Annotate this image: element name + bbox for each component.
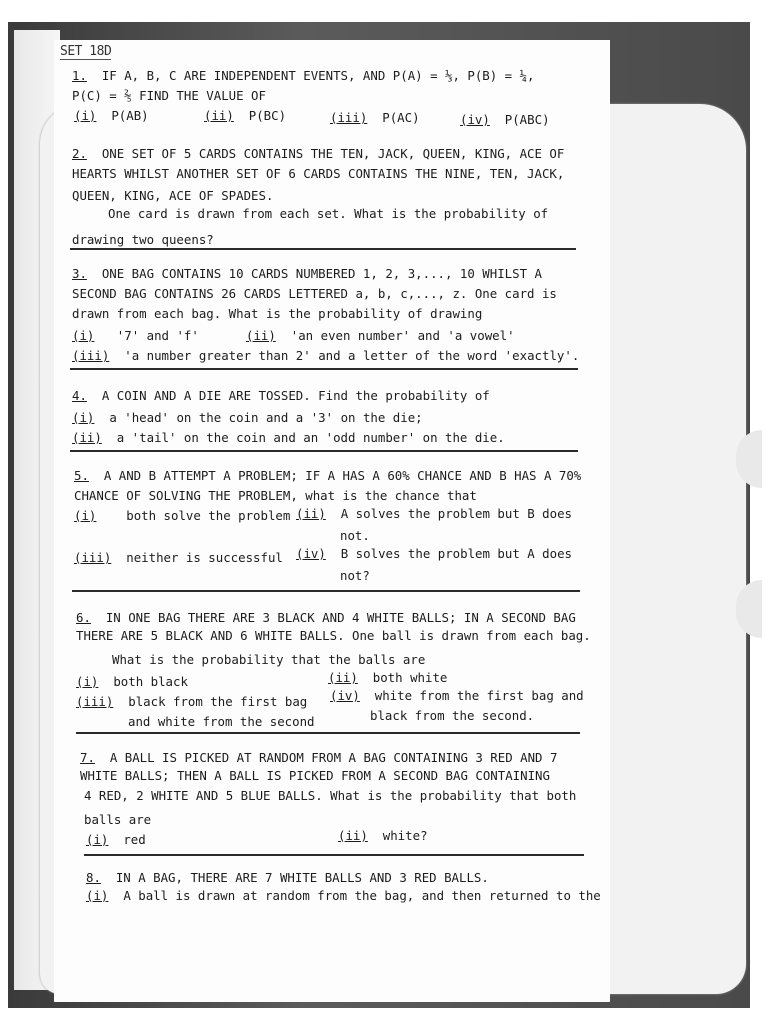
- divider: [76, 732, 580, 734]
- question-7-line: balls are: [84, 812, 152, 827]
- question-7-line: WHITE BALLS; THEN A BALL IS PICKED FROM A SECOND BAG CONTAINING: [80, 768, 550, 783]
- question-8: 8. IN A BAG, THERE ARE 7 WHITE BALLS AND 3 RED BALLS.: [86, 870, 489, 885]
- q7-part-ii: (ii) white?: [338, 828, 428, 843]
- question-number: 1.: [72, 68, 87, 83]
- q5-part-iv: (iv) B solves the problem but A does: [296, 546, 573, 561]
- question-2-line: drawing two queens?: [72, 232, 214, 247]
- question-2-line: HEARTS WHILST ANOTHER SET OF 6 CARDS CONTAINS THE NINE, TEN, JACK,: [72, 166, 565, 181]
- set-label: SET 18D: [60, 44, 112, 59]
- question-2-line: QUEEN, KING, ACE OF SPADES.: [72, 188, 274, 203]
- divider: [72, 590, 580, 592]
- question-6-line: THERE ARE 5 BLACK AND 6 WHITE BALLS. One ball is drawn from each bag.: [76, 628, 591, 643]
- q4-part-ii: (ii) a 'tail' on the coin and an 'odd number' on the die.: [72, 430, 505, 445]
- question-3: 3. ONE BAG CONTAINS 10 CARDS NUMBERED 1, 2, 3,..., 10 WHILST A: [72, 266, 542, 281]
- q4-part-i: (i) a 'head' on the coin and a '3' on the die;: [72, 410, 423, 425]
- question-1: [72, 66, 535, 87]
- question-6-line: What is the probability that the balls are: [112, 652, 426, 667]
- q1-part-ii: (ii) P(BC): [204, 108, 287, 123]
- divider: [70, 368, 578, 370]
- question-7: 7. A BALL IS PICKED AT RANDOM FROM A BAG CONTAINING 3 RED AND 7: [80, 750, 558, 765]
- q5-part-iv-cont: not?: [340, 568, 370, 583]
- q6-part-iii-cont: and white from the second: [128, 714, 315, 729]
- q7-part-i: (i) red: [86, 832, 146, 847]
- q5-part-ii-cont: not.: [340, 528, 370, 543]
- question-2: 2. ONE SET OF 5 CARDS CONTAINS THE TEN, JACK, QUEEN, KING, ACE OF: [72, 146, 565, 161]
- q6-part-i: (i) both black: [76, 674, 188, 689]
- q6-part-iv-cont: black from the second.: [370, 708, 535, 723]
- q5-part-i: (i) both solve the problem: [74, 508, 291, 523]
- q8-part-i: (i) A ball is drawn at random from the bag, and then returned to the: [86, 888, 601, 903]
- divider: [70, 248, 576, 250]
- question-4: 4. A COIN AND A DIE ARE TOSSED. Find the probability of: [72, 388, 490, 403]
- q3-part-i: (i) '7' and 'f': [72, 328, 199, 343]
- q1-part-iii: (iii) P(AC): [330, 110, 420, 125]
- q6-part-iii: (iii) black from the first bag: [76, 694, 308, 709]
- question-1-line: [72, 86, 266, 107]
- q3-part-iii: (iii) 'a number greater than 2' and a letter of the word 'exactly'.: [72, 348, 580, 363]
- question-6: 6. IN ONE BAG THERE ARE 3 BLACK AND 4 WHITE BALLS; IN A SECOND BAG: [76, 610, 576, 625]
- question-3-line: SECOND BAG CONTAINS 26 CARDS LETTERED a, b, c,..., z. One card is: [72, 286, 557, 301]
- q1-part-iv: (iv) P(ABC): [460, 112, 550, 127]
- q5-part-ii: (ii) A solves the problem but B does: [296, 506, 573, 521]
- q6-part-iv: (iv) white from the first bag and: [330, 688, 584, 703]
- question-5: 5. A AND B ATTEMPT A PROBLEM; IF A HAS A 60% CHANCE AND B HAS A 70%: [74, 468, 582, 483]
- question-5-line: CHANCE OF SOLVING THE PROBLEM, what is the chance that: [74, 488, 477, 503]
- q5-part-iii: (iii) neither is successful: [74, 550, 283, 565]
- question-3-line: drawn from each bag. What is the probability of drawing: [72, 306, 483, 321]
- question-7-line: 4 RED, 2 WHITE AND 5 BLUE BALLS. What is the probability that both: [84, 788, 577, 803]
- question-text: IF A, B, C ARE INDEPENDENT EVENTS, AND P(A) = ⅓, P(B) = ¼,: [101, 68, 535, 83]
- q6-part-ii: (ii) both white: [328, 670, 448, 685]
- q1-part-i: (i) P(AB): [74, 108, 149, 123]
- question-text: P(C) = ⅖ FIND THE VALUE OF: [72, 88, 266, 103]
- q3-part-ii: (ii) 'an even number' and 'a vowel': [246, 328, 515, 343]
- question-2-line: One card is drawn from each set. What is the probability of: [108, 206, 549, 221]
- divider: [70, 450, 578, 452]
- divider: [84, 854, 584, 856]
